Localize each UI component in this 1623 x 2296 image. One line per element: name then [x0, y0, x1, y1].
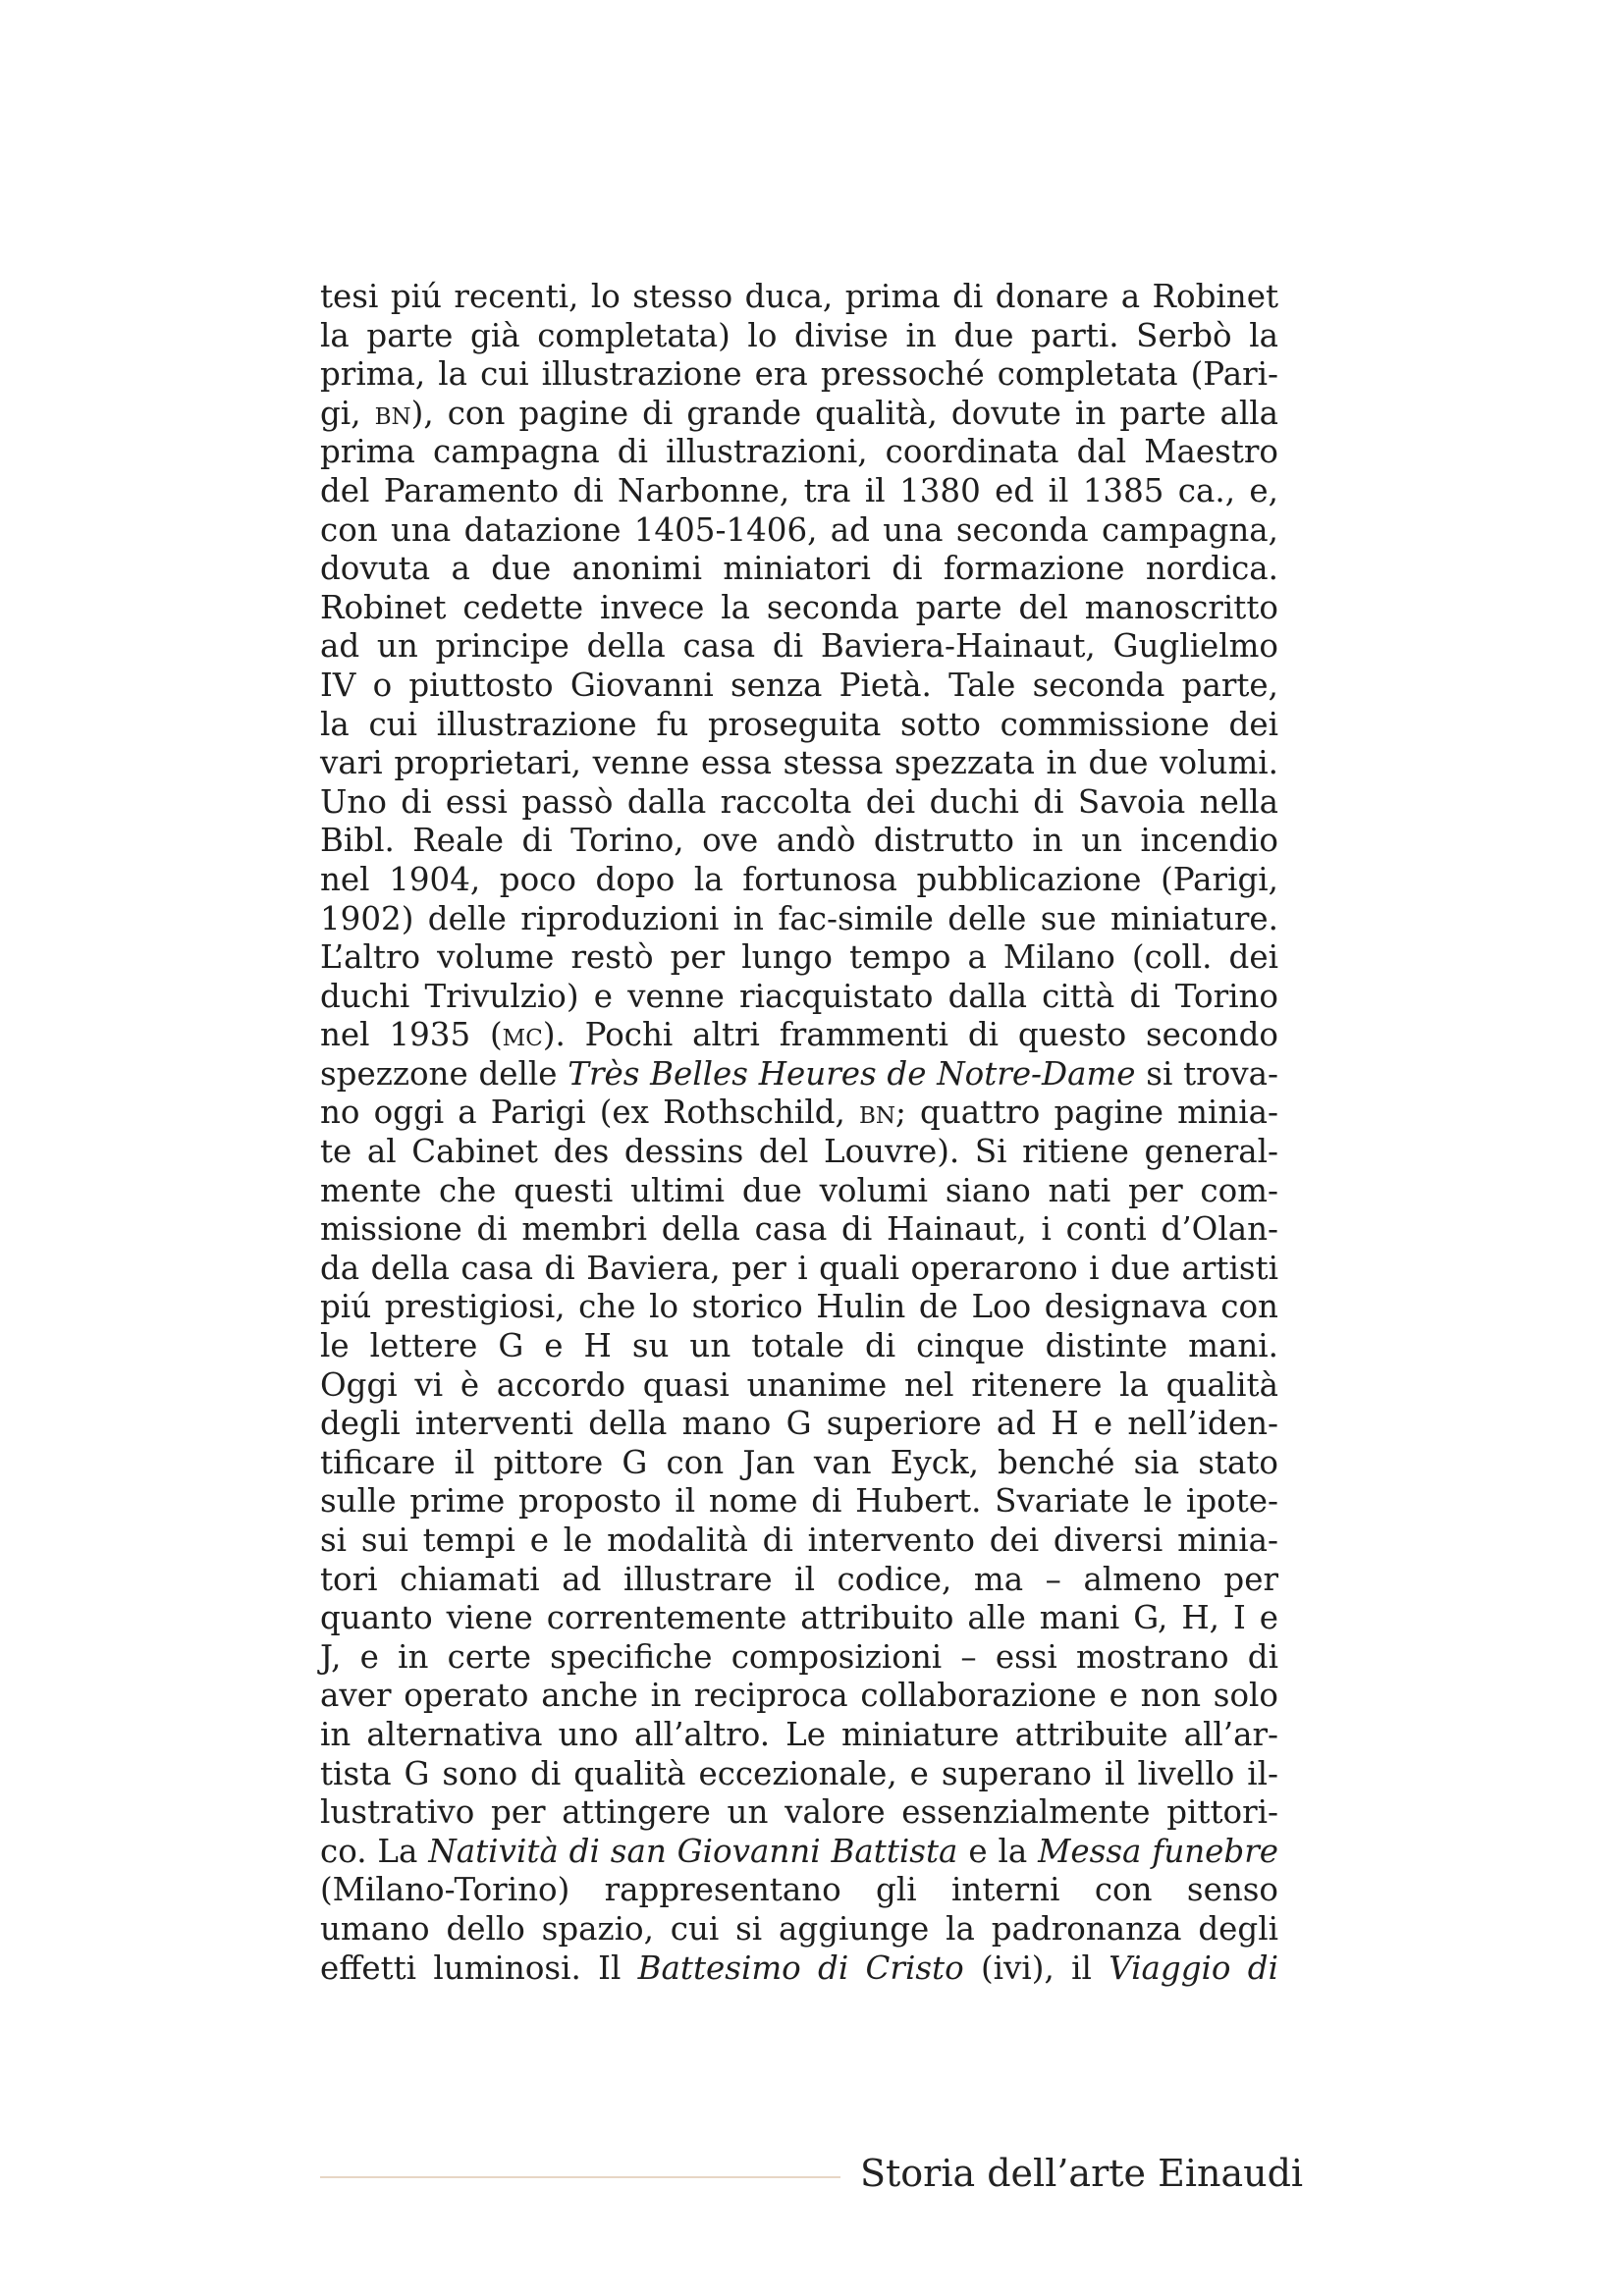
- text-line: [320, 1522, 1278, 1561]
- text-run: Bibl. Reale di Torino, ove andò distrutto in un incendio: [320, 822, 1278, 860]
- text-run: prima, la cui illustrazione era pressoché completata (Pari-: [320, 355, 1278, 394]
- text-line: [320, 978, 1278, 1017]
- text-line: [320, 1793, 1278, 1833]
- text-line: [320, 1677, 1278, 1716]
- text-line: [320, 1288, 1278, 1327]
- text-run: J, e in certe specifiche composizioni – essi mostrano di: [320, 1637, 1278, 1676]
- text-run: ad un principe della casa di Baviera-Hainaut, Guglielmo: [320, 627, 1278, 666]
- text-run: la parte già completata) lo divise in due parti. Serbò la: [320, 316, 1278, 354]
- text-line: [320, 1172, 1278, 1211]
- text-line: [320, 511, 1278, 551]
- text-run: 1902) delle riproduzioni in fac-simile delle sue miniature.: [320, 899, 1278, 937]
- text-run: ), con pagine di grande qualità, dovute in parte alla: [410, 394, 1278, 432]
- text-run: la cui illustrazione fu proseguita sotto commissione dei: [320, 705, 1278, 743]
- text-line: [320, 900, 1278, 939]
- text-line: [320, 938, 1278, 978]
- footer-series-title: Storia dell’arte Einaudi: [860, 2152, 1304, 2195]
- text-line: [320, 1871, 1278, 1910]
- small-caps-abbr: bn: [374, 394, 411, 432]
- text-run: e la: [957, 1832, 1039, 1870]
- text-run: gi,: [320, 394, 375, 432]
- text-line: [320, 589, 1278, 628]
- text-line: [320, 317, 1278, 356]
- text-line: [320, 1949, 1278, 1989]
- text-line: [320, 395, 1278, 434]
- text-run: effetti luminosi. Il: [320, 1949, 638, 1987]
- text-run: Robinet cedette invece la seconda parte del manoscritto: [320, 588, 1278, 626]
- text-run: ; quattro pagine minia-: [894, 1094, 1278, 1132]
- text-run: in alternativa uno all’altro. Le miniature attribuite all’ar-: [320, 1715, 1278, 1753]
- text-run: Oggi vi è accordo quasi unanime nel ritenere la qualità: [320, 1365, 1278, 1404]
- text-line: [320, 472, 1278, 511]
- text-run: nel 1904, poco dopo la fortunosa pubblicazione (Parigi,: [320, 860, 1278, 898]
- text-line: [320, 550, 1278, 589]
- footer-rule: [320, 2176, 840, 2178]
- text-run: IV o piuttosto Giovanni senza Pietà. Tale seconda parte,: [320, 666, 1278, 704]
- text-run: mente che questi ultimi due volumi siano nati per com-: [320, 1171, 1278, 1209]
- small-caps-abbr: mc: [502, 1016, 543, 1054]
- text-line: [320, 355, 1278, 395]
- text-run: degli interventi della mano G superiore ad H e nell’iden-: [320, 1405, 1278, 1443]
- text-run: tori chiamati ad illustrare il codice, ma – almeno per: [320, 1560, 1278, 1598]
- text-line: [320, 1210, 1278, 1250]
- text-line: [320, 1327, 1278, 1366]
- text-line: [320, 783, 1278, 823]
- text-line: [320, 1599, 1278, 1638]
- italic-title: Très Belles Heures de Notre-Dame: [568, 1054, 1136, 1093]
- text-line: [320, 1638, 1278, 1678]
- text-line: [320, 1133, 1278, 1172]
- text-run: dovuta a due anonimi miniatori di formazione nordica.: [320, 550, 1278, 588]
- text-run: vari proprietari, venne essa stessa spezzata in due volumi.: [320, 744, 1278, 782]
- text-run: nel 1935 (: [320, 1016, 503, 1054]
- text-run: si trova-: [1135, 1054, 1278, 1093]
- text-run: duchi Trivulzio) e venne riacquistato dalla città di Torino: [320, 977, 1278, 1015]
- text-run: tesi piú recenti, lo stesso duca, prima di donare a Robinet: [320, 278, 1278, 315]
- text-line: [320, 1405, 1278, 1444]
- text-run: te al Cabinet des dessins del Louvre). Si ritiene general-: [320, 1133, 1278, 1171]
- text-line: [320, 1561, 1278, 1600]
- text-run: (Milano-Torino) rappresentano gli interni con senso: [320, 1871, 1278, 1909]
- body-text: [320, 278, 1278, 1988]
- text-run: umano dello spazio, cui si aggiunge la padronanza degli: [320, 1909, 1278, 1948]
- small-caps-abbr: bn: [858, 1094, 895, 1132]
- text-run: missione di membri della casa di Hainaut, i conti d’Olan-: [320, 1210, 1278, 1249]
- text-line: [320, 1444, 1278, 1483]
- italic-title: Natività di san Giovanni Battista: [428, 1832, 958, 1870]
- text-run: aver operato anche in reciproca collaborazione e non solo: [320, 1677, 1278, 1715]
- text-line: [320, 1016, 1278, 1055]
- text-run: con una datazione 1405-1406, ad una seconda campagna,: [320, 510, 1278, 549]
- text-line: [320, 1755, 1278, 1794]
- italic-title: Messa funebre: [1038, 1832, 1278, 1870]
- text-run: prima campagna di illustrazioni, coordinata dal Maestro: [320, 433, 1278, 471]
- text-line: [320, 822, 1278, 861]
- text-run: co. La: [320, 1832, 429, 1870]
- text-line: [320, 1482, 1278, 1522]
- text-line: [320, 706, 1278, 745]
- text-line: [320, 744, 1278, 783]
- text-run: da della casa di Baviera, per i quali operarono i due artisti: [320, 1249, 1278, 1287]
- text-run: lustrativo per attingere un valore essenzialmente pittori-: [320, 1793, 1278, 1832]
- text-line: [320, 667, 1278, 706]
- text-run: quanto viene correntemente attribuito alle mani G, H, I e: [320, 1599, 1278, 1637]
- text-run: tista G sono di qualità eccezionale, e superano il livello il-: [320, 1754, 1278, 1792]
- italic-title: Viaggio di: [1109, 1949, 1278, 1987]
- text-run: del Paramento di Narbonne, tra il 1380 ed il 1385 ca., e,: [320, 471, 1278, 509]
- text-run: tificare il pittore G con Jan van Eyck, benché sia stato: [320, 1443, 1278, 1481]
- text-run: Uno di essi passò dalla raccolta dei duchi di Savoia nella: [320, 782, 1278, 821]
- text-line: [320, 433, 1278, 472]
- text-run: piú prestigiosi, che lo storico Hulin de Loo designava con: [320, 1288, 1278, 1326]
- text-run: si sui tempi e le modalità di intervento dei diversi minia-: [320, 1522, 1278, 1559]
- text-run: no oggi a Parigi (ex Rothschild,: [320, 1094, 859, 1132]
- text-line: [320, 1055, 1278, 1095]
- text-run: (ivi), il: [963, 1949, 1109, 1987]
- text-line: [320, 1366, 1278, 1406]
- text-line: [320, 1094, 1278, 1133]
- italic-title: Battesimo di Cristo: [637, 1949, 964, 1987]
- text-run: ). Pochi altri frammenti di questo secondo: [542, 1016, 1278, 1054]
- text-run: sulle prime proposto il nome di Hubert. Svariate le ipote-: [320, 1482, 1278, 1521]
- text-line: [320, 278, 1278, 317]
- text-line: [320, 1716, 1278, 1755]
- text-run: le lettere G e H su un totale di cinque distinte mani.: [320, 1327, 1278, 1365]
- text-run: spezzone delle: [320, 1054, 568, 1093]
- text-line: [320, 861, 1278, 900]
- text-line: [320, 627, 1278, 667]
- text-line: [320, 1250, 1278, 1289]
- text-run: L’altro volume restò per lungo tempo a Milano (coll. dei: [320, 938, 1278, 977]
- text-line: [320, 1833, 1278, 1872]
- text-line: [320, 1910, 1278, 1949]
